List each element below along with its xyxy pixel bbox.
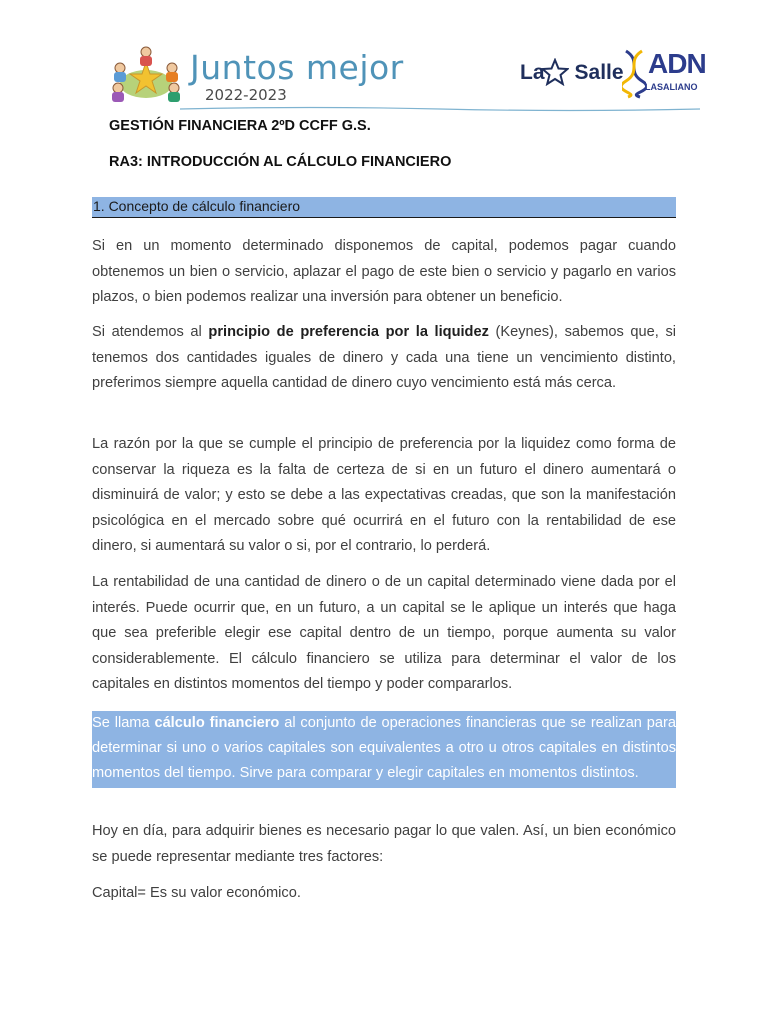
adn-subtitle: LASALIANO <box>645 82 698 92</box>
dna-helix-icon <box>622 49 646 99</box>
paragraph-1: Si en un momento determinado disponemos de capital, podemos pagar cuando obtenemos un bien o servicio, aplazar el pago de este bien o servicio y pagarlo en varios plazos, o bien podemos realizar una inversión para obtener un beneficio. <box>92 238 676 305</box>
header-wave-line <box>180 106 700 112</box>
slogan-text: Juntos mejor <box>190 48 404 87</box>
paragraph-5-bold: cálculo financiero <box>154 715 280 731</box>
section-heading: 1. Concepto de cálculo financiero <box>92 197 676 218</box>
paragraph-2-intro: Si atendemos al <box>92 324 209 340</box>
paragraph-6: Hoy en día, para adquirir bienes es necesario pagar lo que valen. Así, un bien económico se puede representar mediante tres factores: <box>92 823 676 865</box>
la-salle-logo <box>520 62 624 83</box>
paragraph-4: La rentabilidad de una cantidad de dinero o de un capital determinado viene dada por el interés. Puede ocurrir que, en un futuro, a un capital se le aplique un interés que haga que sea preferible elegir ese capital dentro de un tiempo, porque aumenta su valor considerablemente. El cálculo financiero se utiliza para determinar el valor de los capitales en distintos momentos del tiempo y poder compararlos. <box>92 574 676 692</box>
paragraph-2-rest: (Keynes), sabemos que, si tenemos dos cantidades iguales de dinero y cada una tiene un vencimiento distinto, preferimos siempre aquella cantidad de dinero cuyo vencimiento está más cerca. <box>92 324 676 391</box>
highlighted-definition <box>92 711 676 788</box>
school-year-text: 2022-2023 <box>205 86 287 104</box>
document-header <box>0 0 768 118</box>
paragraph-5-rest: al conjunto de operaciones financieras que se realizan para determinar si uno o varios capitales son equivalentes a otro u otros capitales en distintos momentos del tiempo. Sirve para comparar y elegir capitales en momentos distintos. <box>92 715 676 781</box>
document-subtitle: RA3: INTRODUCCIÓN AL CÁLCULO FINANCIERO <box>109 154 452 170</box>
star-icon <box>541 58 569 86</box>
paragraph-5-intro: Se llama <box>92 715 155 731</box>
brand-left-text: La <box>520 61 545 84</box>
paragraph-2 <box>92 320 676 397</box>
paragraph-3: La razón por la que se cumple el principio de preferencia por la liquidez como forma de conservar la riqueza es la falta de certeza de si en un futuro el dinero aumentará o disminuirá de valor; y esto se debe a las expectativas creadas, que son la manifestación psicológica en el mercado sobre qué ocurrirá en el futuro con la rentabilidad de ese dinero, si aumentará su valor o si, por el contrario, lo perderá. <box>92 436 676 554</box>
juntos-mejor-logo-icon <box>108 44 184 106</box>
document-title: GESTIÓN FINANCIERA 2ºD CCFF G.S. <box>109 118 371 134</box>
brand-right-text: Salle <box>574 61 624 84</box>
adn-title: ADN <box>648 48 706 79</box>
paragraph-2-bold: principio de preferencia por la liquidez <box>208 324 489 340</box>
paragraph-7: Capital= Es su valor económico. <box>92 885 301 901</box>
